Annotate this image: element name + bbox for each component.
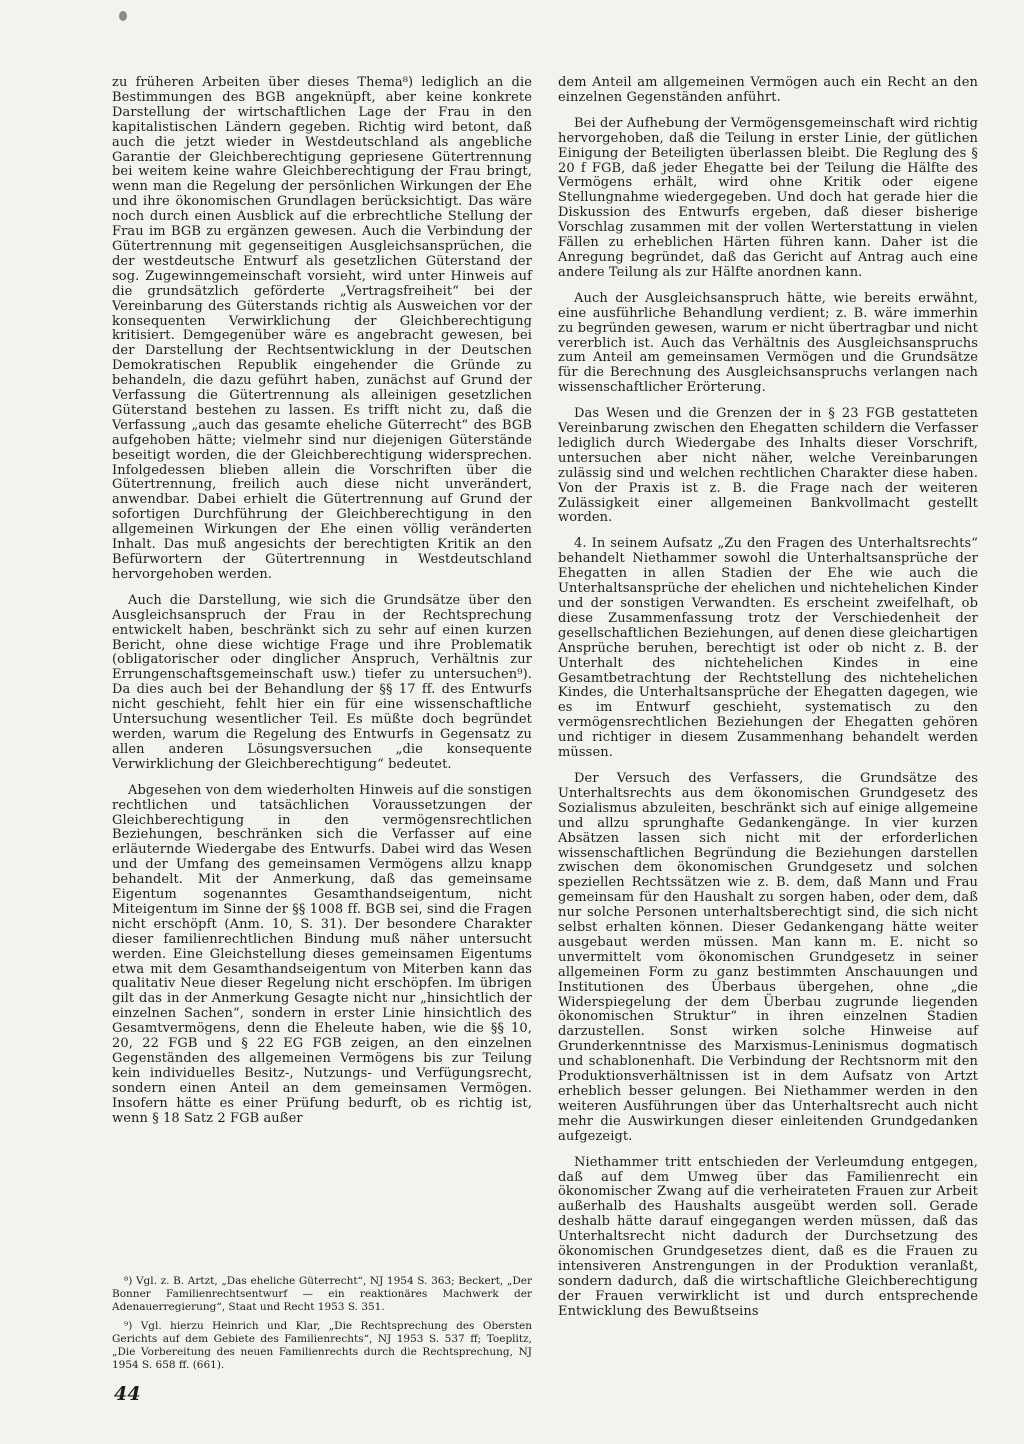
footnote-9: ⁹) Vgl. hierzu Heinrich und Klar, „Die Rechtsprechung des Obersten Gerichts auf dem Gebiete des Familienrechts“, NJ 1953 S. 537 ff; Toeplitz, „Die Vorbereitung des neuen Familienrechts durch die Rechtsprechung, NJ 1954 S. 658 ff. (661). [112, 1320, 532, 1371]
right-paragraph-1: dem Anteil am allgemeinen Vermögen auch ein Recht an den einzelnen Gegenständen anführt. [558, 75, 978, 105]
left-paragraph-3: Abgesehen von dem wiederholten Hinweis auf die sonstigen rechtlichen und tatsächlichen Voraussetzungen der Gleichberechtigung in den vermögensrechtlichen Beziehungen, beschränken sich die Verfasser auf eine erläuternde Wiedergabe des Entwurfs. Dabei wird das Wesen und der Umfang des gemeinsamen Vermögens allzu knapp behandelt. Mit der Anmerkung, daß das gemeinsame Eigentum sogenanntes Gesamthandseigentum, nicht Miteigentum im Sinne der §§ 1008 ff. BGB sei, sind die Fragen nicht erschöpft (Anm. 10, S. 31). Der besondere Charakter dieser familienrechtlichen Bindung muß näher untersucht werden. Eine Gleichstellung dieses gemeinsamen Eigentums etwa mit dem Gesamthandseigentum von Miterben kann das qualitativ Neue dieser Regelung nicht erschöpfen. Im übrigen gilt das in der Anmerkung Gesagte nicht nur „hinsichtlich der einzelnen Sachen“, sondern in erster Linie hinsichtlich des Gesamtvermögens, denn die Eheleute haben, wie die §§ 10, 20, 22 FGB und § 22 EG FGB zeigen, an den einzelnen Gegenständen des allgemeinen Vermögens bis zur Teilung kein individuelles Besitz-, Nutzungs- und Verfügungsrecht, sondern einen Anteil an dem gemeinsamen Vermögen. Insofern hätte es einer Prüfung bedurft, ob es richtig ist, wenn § 18 Satz 2 FGB außer [112, 782, 532, 1126]
right-paragraph-2: Bei der Aufhebung der Vermögensgemeinschaft wird richtig hervorgehoben, daß die Teilung in erster Linie, der gütlichen Einigung der Beteiligten überlassen bleibt. Die Reglung des § 20 f FGB, daß jeder Ehegatte bei der Teilung die Hälfte des Vermögens erhält, wird ohne Kritik oder eigene Stellungnahme wiedergegeben. Und doch hat gerade hier die Diskussion des Entwurfs ergeben, daß dieser bisherige Vorschlag zusammen mit der vollen Werterstattung in vielen Fällen zu erheblichen Härten führen kann. Daher ist die Anregung begründet, daß das Gericht auf Antrag auch eine andere Teilung als zur Hälfte anordnen kann. [558, 115, 978, 280]
right-paragraph-6: Der Versuch des Verfassers, die Grundsätze des Unterhaltsrechts aus dem ökonomischen Grundgesetz des Sozialismus abzuleiten, beschränkt sich auf einige allgemeine und allzu sprunghafte Gedankengänge. In vier kurzen Absätzen lassen sich nicht mit der erforderlichen wissenschaftlichen Begründung die Beziehungen darstellen zwischen dem ökonomischen Grundgesetz und solchen speziellen Rechtssätzen wie z. B. dem, daß Mann und Frau gemeinsam für den Haushalt zu sorgen haben, oder dem, daß nur solche Personen unterhaltsberechtigt sind, die sich nicht selbst erhalten können. Dieser Gedankengang hätte weiter ausgebaut werden müssen. Man kann m. E. nicht so unvermittelt vom ökonomischen Grundgesetz in seiner allgemeinen Form zu ganz bestimmten Anschauungen und Institutionen des Überbaus übergehen, ohne „die Widerspiegelung der dem Überbau zugrunde liegenden ökonomischen Struktur“ in ihren einzelnen Stadien darzustellen. Sonst wirken solche Hinweise auf Grunderkenntnisse des Marxismus-Leninismus dogmatisch und schablonenhaft. Die Verbindung der Rechtsnorm mit den Produktionsverhältnissen ist in dem Aufsatz von Artzt erheblich besser gelungen. Bei Niethammer werden in den weiteren Ausführungen über das Unterhaltsrecht auch nicht mehr die Auswirkungen dieser einleitenden Grundgedanken aufgezeigt. [558, 770, 978, 1144]
footnote-8: ⁸) Vgl. z. B. Artzt, „Das eheliche Güterrecht“, NJ 1954 S. 363; Beckert, „Der Bonner Familienrechtsentwurf — ein reaktionäres Machwerk der Adenauerregierung“, Staat und Recht 1953 S. 351. [112, 1275, 532, 1313]
right-paragraph-3: Auch der Ausgleichsanspruch hätte, wie bereits erwähnt, eine ausführliche Behandlung verdient; z. B. wäre immerhin zu begründen gewesen, warum er nicht übertragbar und nicht vererblich ist. Auch das Verhältnis des Ausgleichsanspruchs zum Anteil am gemeinsamen Vermögen und die Grundsätze für die Berechnung des Ausgleichsanspruchs verlangen nach wissenschaftlicher Erörterung. [558, 290, 978, 396]
right-paragraph-5: 4. In seinem Aufsatz „Zu den Fragen des Unterhaltsrechts“ behandelt Niethammer sowohl die Unterhaltsansprüche der Ehegatten in allen Stadien der Ehe wie auch die Unterhaltsansprüche der ehelichen und nichtehelichen Kinder und der sonstigen Verwandten. Es erscheint zweifelhaft, ob diese Zusammenfassung trotz der Verschiedenheit der gesellschaftlichen Beziehungen, auf denen diese gleichartigen Ansprüche beruhen, berechtigt ist oder ob nicht z. B. der Unterhalt des nichtehelichen Kindes in eine Gesamtbetrachtung der Rechtstellung des nichtehelichen Kindes, die Unterhaltsansprüche der Ehegatten dagegen, wie es im Entwurf geschieht, systematisch zu den vermögensrechtlichen Beziehungen der Ehegatten gehören und richtiger in diesem Zusammenhang behandelt werden müssen. [558, 536, 978, 761]
right-paragraph-7: Niethammer tritt entschieden der Verleumdung entgegen, daß auf dem Umweg über das Familienrecht ein ökonomischer Zwang auf die verheirateten Frauen zur Arbeit außerhalb des Haushalts ausgeübt werden soll. Gerade deshalb hätte darauf eingegangen werden müssen, daß das Unterhaltsrecht nicht dadurch der Durchsetzung des ökonomischen Grundgesetzes dient, daß es die Frauen zu intensiveren Anstrengungen in der Produktion veranlaßt, sondern dadurch, daß die wirtschaftliche Gleichberechtigung der Frauen verwirklicht ist und durch entsprechende Entwicklung des Bewußtseins [558, 1154, 978, 1319]
left-column [112, 76, 532, 1138]
left-paragraph-1: zu früheren Arbeiten über dieses Thema⁸) lediglich an die Bestimmungen des BGB angeknüpft, aber keine konkrete Darstellung der wirtschaftlichen Lage der Frau in den kapitalistischen Ländern gegeben. Richtig wird betont, daß auch die jetzt wieder in Westdeutschland als angebliche Garantie der Gleichberechtigung gepriesene Gütertrennung bei weitem keine wahre Gleichberechtigung der Frau bringt, wenn man die Regelung der persönlichen Wirkungen der Ehe und ihre ökonomischen Grundlagen berücksichtigt. Das wäre noch durch einen Ausblick auf die erbrechtliche Stellung der Frau im BGB zu ergänzen gewesen. Auch die Verbindung der Gütertrennung mit gegenseitigen Ausgleichsansprüchen, die der westdeutsche Entwurf als gesetzlichen Güterstand der sog. Zugewinngemeinschaft vorsieht, wird unter Hinweis auf die grundsätzlich geförderte „Vertragsfreiheit“ bei der Vereinbarung des Güterstands richtig als Ausweichen vor der konsequenten Verwirklichung der Gleichberechtigung kritisiert. Demgegenüber wäre es angebracht gewesen, bei der Darstellung der Rechtsentwicklung in der Deutschen Demokratischen Republik eingehender die Gründe zu behandeln, die dazu geführt haben, zunächst auf Grund der Verfassung die Gütertrennung als alleinigen gesetzlichen Güterstand bestehen zu lassen. Es trifft nicht zu, daß die Verfassung „auch das gesamte eheliche Güterrecht“ des BGB aufgehoben hätte; vielmehr sind nur diejenigen Güterstände beseitigt worden, die der Gleichberechtigung widersprechen. Infolgedessen blieben allein die Vorschriften über die Gütertrennung, freilich auch diese nicht unverändert, anwendbar. Dabei erhielt die Gütertrennung auf Grund der sofortigen Durchführung der Gleichberechtigung in den allgemeinen Wirkungen der Ehe einen völlig veränderten Inhalt. Das muß angesichts der berechtigten Kritik an den Befürwortern der Gütertrennung in Westdeutschland hervorgehoben werden. [112, 75, 532, 582]
right-column [558, 76, 978, 1331]
page-number: 44 [114, 1383, 141, 1405]
left-paragraph-2: Auch die Darstellung, wie sich die Grundsätze über den Ausgleichsanspruch der Frau in der Rechtsprechung entwickelt haben, beschränkt sich zu sehr auf einen kurzen Bericht, ohne diese wichtige Frage und ihre Problematik (obligatorischer oder dinglicher Anspruch, Verhältnis zur Errungenschaftsgemeinschaft usw.) tiefer zu untersuchen⁹). Da dies auch bei der Behandlung der §§ 17 ff. des Entwurfs nicht geschieht, fehlt hier ein für eine wissenschaftliche Untersuchung wesentlicher Teil. Es müßte doch begründet werden, warum die Regelung des Entwurfs in Gegensatz zu allen anderen Lösungsversuchen „die konsequente Verwirklichung der Gleichberechtigung“ bedeutet. [112, 592, 532, 772]
right-paragraph-4: Das Wesen und die Grenzen der in § 23 FGB gestatteten Vereinbarung zwischen den Ehegatten schildern die Verfasser lediglich durch Wiedergabe des Inhalts dieser Vorschrift, untersuchen aber nicht näher, welche Vereinbarungen zulässig sind und welchen rechtlichen Charakter diese haben. Von der Praxis ist z. B. die Frage nach der weiteren Zulässigkeit einer allgemeinen Bankvollmacht gestellt worden. [558, 406, 978, 526]
page-mark [119, 11, 127, 21]
footnotes [112, 1275, 532, 1379]
